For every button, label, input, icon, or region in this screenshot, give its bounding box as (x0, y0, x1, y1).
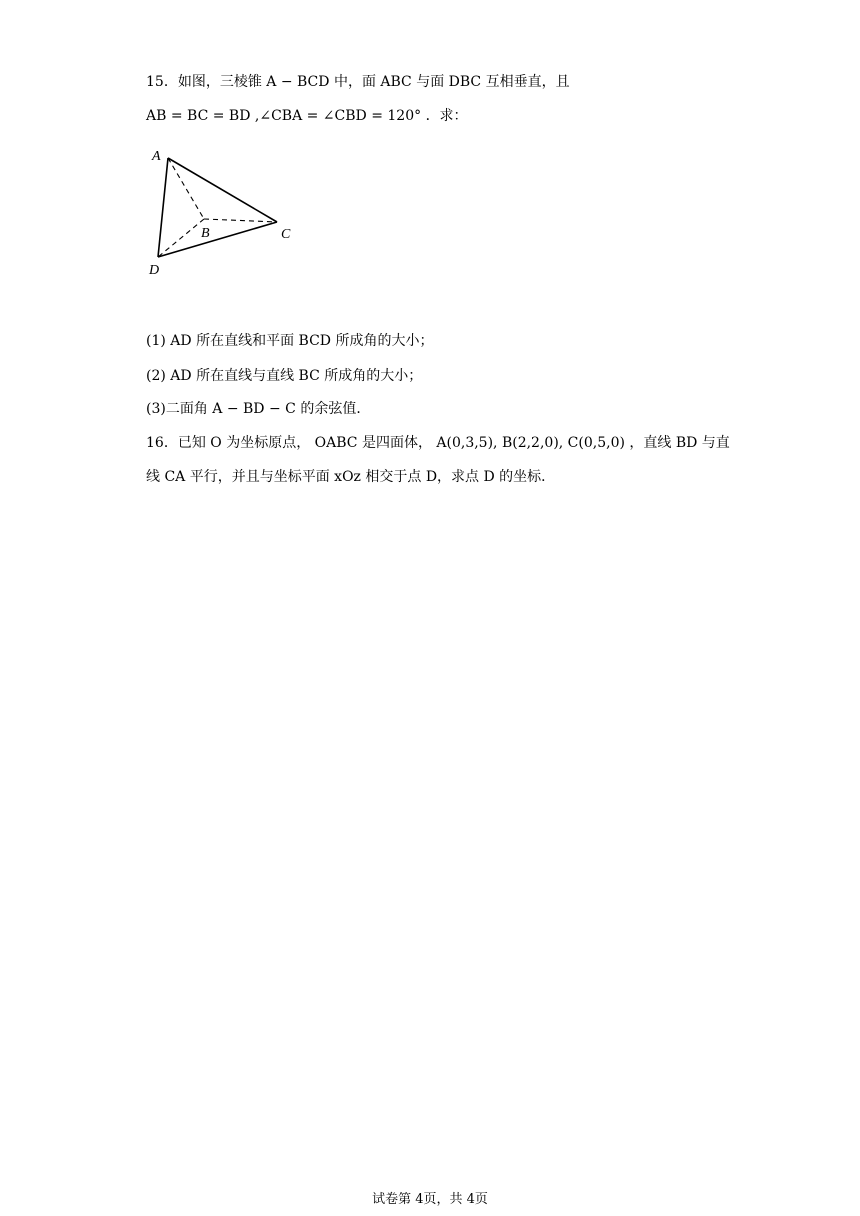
q15-stem-line1: 15．如图，三棱锥 A − BCD 中，面 ABC 与面 DBC 互相垂直，且 (146, 74, 570, 90)
q15-sub3: (3)二面角 A − BD − C 的余弦值． (146, 401, 371, 417)
edge-AC (168, 158, 277, 222)
q16-stem-line2: 线 CA 平行，并且与坐标平面 xOz 相交于点 D，求点 D 的坐标． (146, 469, 556, 485)
q15-sub1: (1) AD 所在直线和平面 BCD 所成角的大小； (146, 333, 434, 349)
vertex-label-A: A (152, 149, 161, 164)
q15-stem-line2: AB = BC = BD ,∠CBA = ∠CBD = 120° ．求： (146, 108, 468, 124)
edge-BC (204, 219, 277, 222)
q15-sub2: (2) AD 所在直线与直线 BC 所成角的大小； (146, 368, 423, 384)
edge-DC (158, 222, 277, 257)
q16-stem-line1: 16．已知 O 为坐标原点， OABC 是四面体， A(0,3,5), B(2,2,0), C(0,5,0) ，直线 BD 与直 (146, 435, 730, 451)
edge-BD (158, 219, 204, 257)
vertex-label-B: B (201, 226, 210, 241)
edge-AD (158, 158, 168, 257)
vertex-label-C: C (281, 227, 291, 242)
page-footer: 试卷第 4页，共 4页 (372, 1192, 488, 1207)
edge-AB (168, 158, 204, 219)
vertex-label-D: D (149, 263, 160, 278)
tetrahedron-figure (140, 140, 310, 280)
